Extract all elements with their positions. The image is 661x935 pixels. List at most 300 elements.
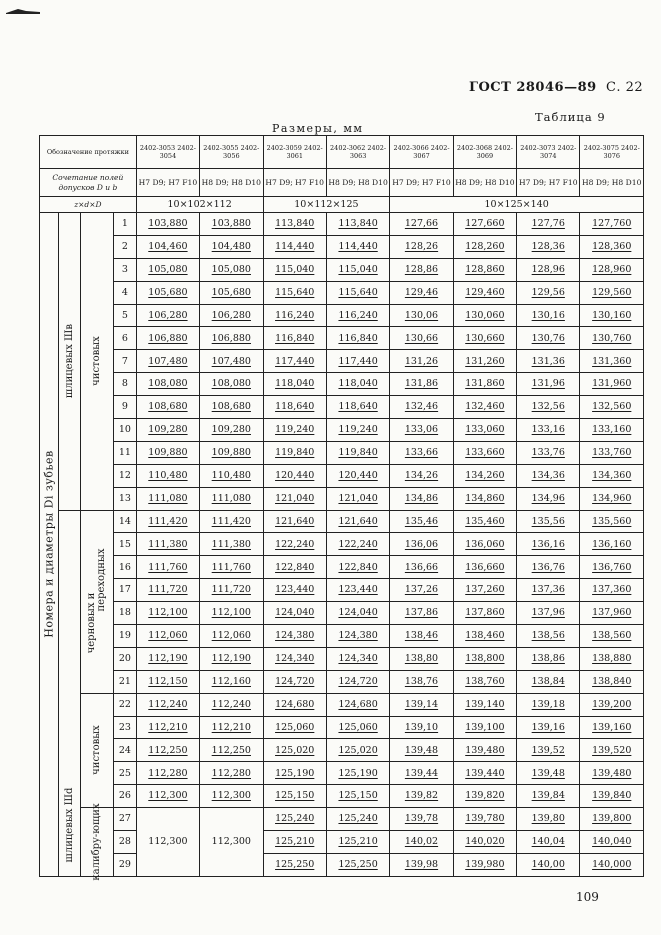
value-text: 139,16 [531, 721, 565, 733]
value-text: 111,420 [148, 515, 188, 527]
value-text: 137,36 [531, 584, 565, 596]
value-cell [580, 258, 644, 281]
value-cell [580, 281, 644, 304]
value-text: 139,520 [592, 744, 632, 756]
value-text: 129,460 [465, 286, 505, 298]
value-text: 104,480 [211, 241, 251, 253]
value-cell [136, 739, 199, 762]
value-text: 124,340 [338, 653, 378, 665]
value-cell [200, 464, 263, 487]
value-text: 138,46 [404, 630, 439, 642]
value-text: 137,960 [592, 607, 632, 619]
value-text: 133,16 [531, 424, 565, 436]
value-text: 131,360 [592, 355, 632, 367]
value-text: 132,46 [404, 401, 439, 413]
value-cell [517, 853, 580, 876]
value-text: 133,06 [404, 424, 439, 436]
value-text: 135,460 [465, 515, 505, 527]
value-cell [326, 396, 389, 419]
value-text: 110,480 [211, 469, 251, 481]
value-text: 127,76 [531, 218, 565, 230]
row-number: 8 [114, 373, 137, 396]
value-cell [136, 693, 199, 716]
value-text: 139,78 [404, 813, 439, 825]
value-cell [136, 213, 199, 236]
table-row [40, 716, 644, 739]
value-cell [390, 350, 453, 373]
tolerance-cell: H7 D9; H7 F10 [263, 169, 326, 197]
value-cell [136, 533, 199, 556]
value-text: 137,86 [404, 607, 439, 619]
value-text: 105,080 [148, 263, 188, 275]
table-row [40, 419, 644, 442]
value-text: 134,36 [531, 469, 565, 481]
value-cell [517, 327, 580, 350]
value-cell [263, 235, 326, 258]
row-number: 23 [114, 716, 137, 739]
value-cell [453, 258, 516, 281]
scan-mark-icon [6, 8, 40, 14]
value-cell [453, 647, 516, 670]
value-text: 138,460 [465, 630, 505, 642]
value-text: 129,56 [531, 286, 565, 298]
value-cell [390, 396, 453, 419]
value-text: 125,150 [338, 790, 378, 802]
row-number: 10 [114, 419, 137, 442]
value-text: 134,860 [465, 492, 505, 504]
value-cell [326, 739, 389, 762]
value-text: 128,260 [465, 241, 505, 253]
value-text: 127,660 [465, 218, 505, 230]
value-cell [453, 373, 516, 396]
value-text: 139,48 [531, 767, 565, 779]
value-text: 122,840 [275, 561, 315, 573]
value-cell [263, 396, 326, 419]
row-number: 15 [114, 533, 137, 556]
value-cell [390, 625, 453, 648]
row-number: 20 [114, 647, 137, 670]
table-row [40, 808, 644, 831]
value-cell [200, 235, 263, 258]
value-cell [390, 831, 453, 854]
row-number: 2 [114, 235, 137, 258]
table-row [40, 739, 644, 762]
value-cell [200, 647, 263, 670]
value-cell [453, 602, 516, 625]
sizes-title: Размеры, мм [272, 122, 364, 135]
value-text: 122,840 [338, 561, 378, 573]
value-text: 112,280 [148, 767, 188, 779]
table-row [40, 579, 644, 602]
row-number: 9 [114, 396, 137, 419]
value-cell [580, 762, 644, 785]
value-text: 138,86 [531, 653, 565, 665]
value-text: 130,76 [531, 332, 565, 344]
value-cell [517, 213, 580, 236]
value-cell [580, 808, 644, 831]
value-cell [517, 693, 580, 716]
sub-rough-cell [80, 510, 113, 693]
value-text: 139,80 [531, 813, 565, 825]
value-text: 124,680 [275, 698, 315, 710]
value-cell [517, 281, 580, 304]
value-text: 133,060 [465, 424, 505, 436]
value-cell [263, 808, 326, 831]
value-text: 118,040 [338, 378, 378, 390]
table-row [40, 464, 644, 487]
value-cell [136, 281, 199, 304]
value-cell [580, 579, 644, 602]
value-text: 137,26 [404, 584, 439, 596]
table-row [40, 693, 644, 716]
value-cell [326, 327, 389, 350]
value-cell [326, 853, 389, 876]
row-number: 27 [114, 808, 137, 831]
standard-number: ГОСТ 28046—89 [469, 80, 597, 95]
value-text: 125,150 [275, 790, 315, 802]
value-text: 140,02 [404, 836, 439, 848]
value-cell [326, 464, 389, 487]
value-cell [326, 487, 389, 510]
table-row [40, 647, 644, 670]
value-text: 120,440 [275, 469, 315, 481]
tolerance-cell: H8 D9; H8 D10 [326, 169, 389, 197]
value-text: 116,840 [275, 332, 315, 344]
value-cell [580, 373, 644, 396]
value-text: 109,280 [148, 424, 188, 436]
row-number: 22 [114, 693, 137, 716]
sub-calibr-label: калибру-ющих [90, 803, 102, 881]
value-text: 121,640 [338, 515, 378, 527]
row-number: 21 [114, 670, 137, 693]
value-text: 111,380 [211, 538, 251, 550]
value-cell [580, 625, 644, 648]
value-text: 137,96 [531, 607, 565, 619]
value-cell [390, 762, 453, 785]
designation-cell: 2402-3073 2402-3074 [517, 136, 580, 169]
value-cell [517, 258, 580, 281]
value-cell [580, 716, 644, 739]
value-text: 118,640 [338, 401, 378, 413]
value-cell [453, 808, 516, 831]
value-cell [326, 419, 389, 442]
value-text: 129,560 [592, 286, 632, 298]
value-text: 112,240 [148, 698, 188, 710]
row-number: 12 [114, 464, 137, 487]
value-cell [263, 647, 326, 670]
value-text: 124,340 [275, 653, 315, 665]
value-cell [136, 487, 199, 510]
value-text: 117,440 [338, 355, 378, 367]
value-text: 130,16 [531, 309, 565, 321]
row-number: 26 [114, 785, 137, 808]
value-cell [390, 670, 453, 693]
value-text: 136,76 [531, 561, 565, 573]
value-text: 112,300 [211, 790, 251, 802]
value-text: 112,300 [211, 836, 251, 848]
value-text: 133,76 [531, 447, 565, 459]
value-cell [453, 350, 516, 373]
value-text: 139,84 [531, 790, 565, 802]
row-number: 19 [114, 625, 137, 648]
value-text: 132,56 [531, 401, 565, 413]
value-text: 105,680 [211, 286, 251, 298]
table-row [40, 762, 644, 785]
value-cell [326, 304, 389, 327]
row-number: 14 [114, 510, 137, 533]
value-text: 138,760 [465, 676, 505, 687]
tolerance-row [40, 169, 644, 197]
page-number: 109 [576, 890, 599, 904]
sub-calibr-label-cell [80, 803, 113, 881]
value-text: 128,26 [404, 241, 439, 253]
value-cell [517, 373, 580, 396]
value-text: 127,66 [404, 218, 439, 230]
value-text: 134,960 [592, 492, 632, 504]
value-text: 140,00 [531, 859, 565, 871]
value-text: 121,040 [338, 492, 378, 504]
table-row [40, 556, 644, 579]
value-text: 135,560 [592, 515, 632, 527]
value-text: 112,190 [211, 653, 251, 665]
value-cell [517, 304, 580, 327]
value-text: 103,880 [211, 218, 251, 230]
value-cell [263, 350, 326, 373]
row-number: 18 [114, 602, 137, 625]
value-cell [326, 602, 389, 625]
value-cell [390, 510, 453, 533]
value-text: 111,720 [148, 584, 188, 596]
value-text: 125,190 [338, 767, 378, 779]
value-text: 134,26 [404, 469, 439, 481]
sub-finish-label: чистовых [90, 336, 102, 387]
value-cell [453, 464, 516, 487]
value-cell [517, 350, 580, 373]
value-cell [136, 464, 199, 487]
table-row [40, 396, 644, 419]
value-cell [580, 647, 644, 670]
value-cell [263, 441, 326, 464]
value-cell [580, 464, 644, 487]
value-text: 139,480 [592, 767, 632, 779]
value-cell [136, 235, 199, 258]
value-cell [517, 419, 580, 442]
tolerance-cell: H7 D9; H7 F10 [390, 169, 453, 197]
value-text: 112,250 [148, 744, 188, 756]
value-cell [453, 762, 516, 785]
value-text: 118,040 [275, 378, 315, 390]
value-cell [580, 556, 644, 579]
value-text: 106,280 [148, 309, 188, 321]
value-cell [326, 831, 389, 854]
value-text: 125,210 [275, 836, 315, 848]
value-text: 136,760 [592, 561, 632, 573]
table-row [40, 533, 644, 556]
value-cell [580, 419, 644, 442]
value-cell [326, 579, 389, 602]
table-row [40, 304, 644, 327]
value-cell [580, 235, 644, 258]
tolerance-label: Сочетание полей допусков D и b [40, 169, 137, 197]
value-text: 139,44 [404, 767, 439, 779]
value-text: 124,040 [338, 607, 378, 619]
sub-rough-label: черновых и [85, 593, 97, 654]
value-text: 112,060 [211, 630, 251, 642]
value-text: 115,640 [338, 286, 378, 298]
value-text: 119,840 [338, 447, 378, 459]
value-text: 112,210 [148, 721, 188, 733]
value-text: 122,240 [275, 538, 315, 550]
value-text: 125,250 [338, 859, 378, 871]
value-text: 140,020 [465, 836, 505, 848]
value-text: 125,020 [275, 744, 315, 756]
value-text: 133,660 [465, 447, 505, 459]
value-text: 113,840 [275, 218, 315, 230]
value-text: 117,440 [275, 355, 315, 367]
table-row [40, 853, 644, 876]
side-label-cell [40, 213, 59, 877]
value-cell [453, 853, 516, 876]
value-text: 112,100 [211, 607, 251, 619]
value-text: 132,560 [592, 401, 632, 413]
row-number: 1 [114, 213, 137, 236]
value-cell [136, 602, 199, 625]
row-number: 24 [114, 739, 137, 762]
value-cell [453, 327, 516, 350]
size-cell: 10×125×140 [390, 197, 644, 213]
value-cell [326, 235, 389, 258]
value-text: 128,960 [592, 263, 632, 275]
sub-finish2-label-cell [80, 693, 113, 807]
value-text: 103,880 [148, 218, 188, 230]
value-text: 139,840 [592, 790, 632, 802]
value-text: 139,820 [465, 790, 505, 802]
value-cell [390, 464, 453, 487]
value-text: 125,240 [275, 813, 315, 825]
value-cell [580, 487, 644, 510]
value-text: 125,060 [275, 721, 315, 733]
value-cell [517, 647, 580, 670]
value-text: 128,96 [531, 263, 565, 275]
value-cell [200, 533, 263, 556]
value-cell [390, 693, 453, 716]
value-text: 139,14 [404, 698, 439, 710]
size-label: z×d×D [40, 197, 137, 213]
designation-label: Обозначение протяжки [40, 136, 137, 169]
value-cell [200, 350, 263, 373]
value-cell [517, 556, 580, 579]
value-text: 116,840 [338, 332, 378, 344]
value-text: 134,96 [531, 492, 565, 504]
value-cell [390, 808, 453, 831]
table-row [40, 281, 644, 304]
value-text: 129,46 [404, 286, 439, 298]
value-cell [517, 579, 580, 602]
size-cell: 10×112×125 [263, 197, 390, 213]
standard-header [469, 80, 643, 95]
value-cell [390, 441, 453, 464]
value-text: 124,040 [275, 607, 315, 619]
value-text: 128,36 [531, 241, 565, 253]
value-cell [136, 670, 199, 693]
value-cell [453, 556, 516, 579]
value-text: 128,86 [404, 263, 439, 275]
value-text: 130,06 [404, 309, 439, 321]
value-cell [263, 373, 326, 396]
value-cell [263, 625, 326, 648]
tolerance-cell: H8 D9; H8 D10 [580, 169, 644, 197]
value-text: 125,210 [338, 836, 378, 848]
value-text: 127,760 [592, 218, 632, 230]
sub-finish-label-cell [80, 213, 113, 511]
value-cell [390, 739, 453, 762]
value-cell [580, 441, 644, 464]
value-cell [136, 304, 199, 327]
value-cell [390, 304, 453, 327]
value-cell [453, 625, 516, 648]
value-cell [136, 647, 199, 670]
value-text: 139,480 [465, 744, 505, 756]
value-cell [580, 785, 644, 808]
value-cell [453, 831, 516, 854]
value-text: 119,840 [275, 447, 315, 459]
value-cell [200, 441, 263, 464]
value-text: 112,100 [148, 607, 188, 619]
value-cell [390, 716, 453, 739]
value-text: 131,96 [531, 378, 565, 390]
value-cell [517, 533, 580, 556]
value-text: 139,10 [404, 721, 439, 733]
value-text: 107,480 [211, 355, 251, 367]
value-cell [390, 579, 453, 602]
group-sha-label: шлицевых Шв [63, 324, 75, 399]
value-text: 138,56 [531, 630, 565, 642]
value-cell [200, 396, 263, 419]
value-text: 125,020 [338, 744, 378, 756]
value-cell [453, 304, 516, 327]
value-text: 139,48 [404, 744, 439, 756]
value-text: 140,04 [531, 836, 565, 848]
value-text: 105,680 [148, 286, 188, 298]
value-cell [136, 579, 199, 602]
value-cell [453, 716, 516, 739]
value-cell [136, 762, 199, 785]
value-text: 108,080 [211, 378, 251, 390]
table-row [40, 350, 644, 373]
value-cell [390, 647, 453, 670]
value-text: 131,960 [592, 378, 632, 390]
value-cell [517, 396, 580, 419]
value-cell [517, 235, 580, 258]
table-row [40, 510, 644, 533]
value-text: 135,46 [404, 515, 439, 527]
value-cell [326, 213, 389, 236]
value-cell [580, 396, 644, 419]
value-cell [200, 419, 263, 442]
value-text: 131,260 [465, 355, 505, 367]
value-cell [263, 831, 326, 854]
value-text: 111,760 [211, 561, 251, 573]
value-cell [136, 556, 199, 579]
value-text: 138,76 [404, 676, 439, 687]
value-cell [136, 510, 199, 533]
value-cell [200, 808, 263, 877]
value-cell [517, 808, 580, 831]
value-cell [200, 602, 263, 625]
value-cell [326, 762, 389, 785]
row-number: 28 [114, 831, 137, 854]
value-text: 137,260 [465, 584, 505, 596]
